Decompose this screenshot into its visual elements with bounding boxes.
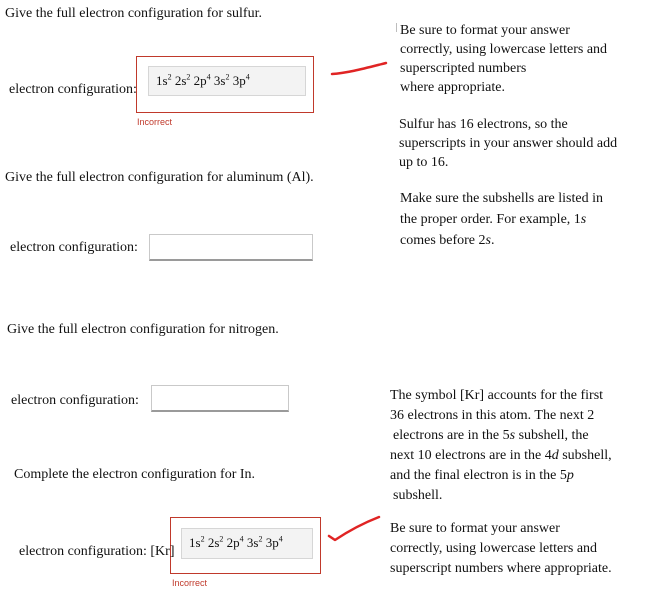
q4-label: electron configuration: [Kr] [19,544,175,559]
hint4-text: The symbol [Kr] accounts for the first 36 electrons in this atom. The next 2 electrons are in the 5s subshell, the next 10 electrons are in the 4d subshell, and the final electron is in the 5p subshell. [390,388,612,503]
q2-answer-input[interactable] [149,234,313,261]
q4-prompt: Complete the electron configuration for In. [14,467,256,482]
q3-answer-input[interactable] [151,385,289,412]
q1-label: electron configuration: [9,82,137,97]
hint5-text: Be sure to format your answer correctly, using lowercase letters and superscript numbers where appropriate. [390,521,612,576]
q2-label: electron configuration: [10,240,138,255]
hint3-text: Make sure the subshells are listed in the proper order. For example, 1s comes before 2s. [400,191,603,248]
q4-answer-input[interactable]: $1s^2$ $2s^2$ $2p^4$ $3s^2$ $3p^4$ [181,528,313,559]
q1-answer-input[interactable]: $1s^2$ $2s^2$ $2p^4$ $3s^2$ $3p^4$ [148,66,306,96]
hint1-divider [396,23,397,32]
q4-status: Incorrect [172,578,208,588]
hint1-text: Be sure to format your answer correctly, using lowercase letters and superscripted numbers where appropriate. [400,23,608,95]
red-mark-1 [330,60,390,80]
q3-prompt: Give the full electron configuration for nitrogen. [7,322,279,337]
q2-prompt: Give the full electron configuration for aluminum (Al). [5,170,314,185]
q1-status: Incorrect [137,117,173,127]
q3-label: electron configuration: [11,393,139,408]
hint2-text: Sulfur has 16 electrons, so the superscripts in your answer should add up to 16. [399,117,618,170]
q1-prompt: Give the full electron configuration for sulfur. [5,6,262,21]
red-mark-2 [327,514,383,544]
